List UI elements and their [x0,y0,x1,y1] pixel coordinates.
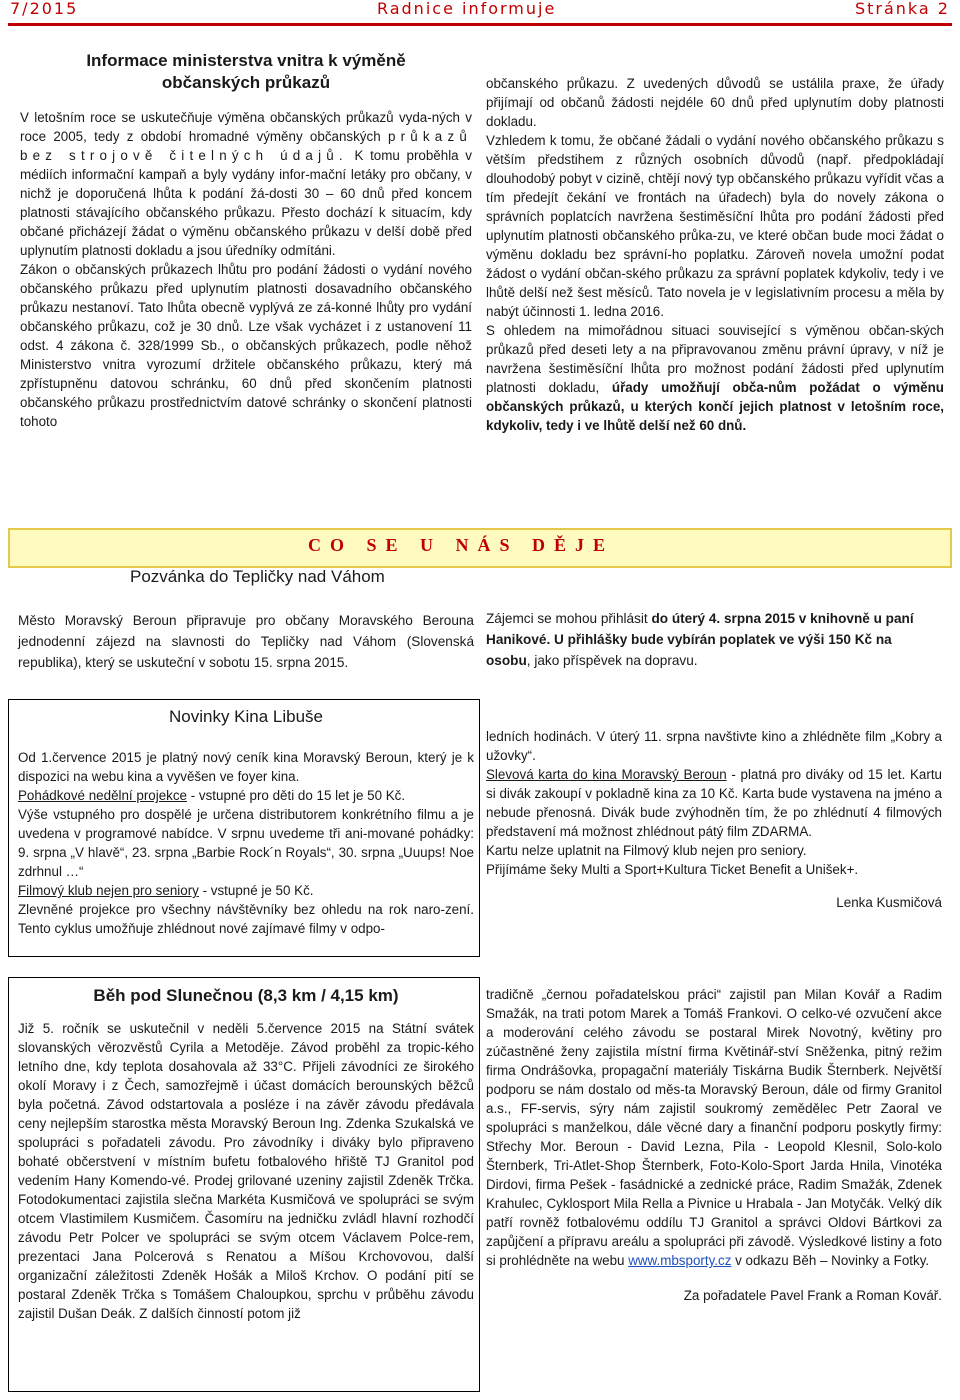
kino-p3: Výše vstupného pro dospělé je určena distributorem konkrétního filmu a je uvedena v programové nabídce. V srpnu uvedeme tři ani-mované pohádky: 9. srpna „V hlavě“, 23. srpna „Barbie Rock´n Royals“, 30. srpna „Uuups! Noe zdrhnul …“ [18,807,474,879]
mbsporty-link[interactable]: www.mbsporty.cz [628,1253,732,1268]
invite-title: Pozvánka do Tepličky nad Váhom [130,567,385,586]
issue-number: 7/2015 [10,0,79,18]
article-ministry-r3-bold: úřady umožňují obča-nům požádat o výměnu občanských průkazů, u kterých končí jejich platnost v letošním roce, kdykoliv, tedy i ve lhůtě delší než 60 dnů. [486,380,944,433]
article-ministry-p1 [20,108,472,260]
kino-r3: Kartu nelze uplatnit na Filmový klub nejen pro seniory. [486,843,807,858]
publication-name: Radnice informuje [376,0,557,18]
beh-left-text: Již 5. ročník se uskutečnil v neděli 5.července 2015 na Státní svátek slovanských věrozvěstů Cyrila a Metoděje. Závod proběhl za tropic-kého letního dne, kdy teplota dosahovala až 33°C. Přijeli závodníci ze širokého okolí Moravy i z Čech, samozřejmě i účast domácích berounských běžců byla početná. Závod odstartovala a posléze i na závěr závodu předávala ceny nejlepším starostka města Moravský Beroun Ing. Zdenka Szukalská ve spolupráci s pořadateli závodu. Pro závodníky i diváky bylo připraveno bohaté občerstvení v místním bufetu fotbalového hřiště TJ Granitol pod vedením Hany Komendo-vé. Prodej grilované uzeniny zajistil Zdeněk Trčka. Fotodokumentaci zajistila slečna Markéta Kusmičová ve spolupráci se svým otcem Vlastimilem Kusmičem. Časomíru na jedničku zvládl hlavní rozhodčí závodu Petr Polcer ve spolupráci se svým otcem Václavem Polce-rem, prezentaci Jana Polcerová s Renatou a Míšou Krchovovou, další organizační záležitosti Zdeněk Hošák a Miloš Krchov. O podání pití se postaral Zdeněk Trčka s Tomášem Chaloupkou, sprchu v průběhu závodu zajistil Dušan Deák. Z dalších činností potom již [18,1021,474,1321]
kino-p2 [18,786,474,805]
beh-right-b: v odkazu Běh – Novinky a Fotky. [731,1253,930,1268]
kino-right [486,727,942,912]
section-band-title: CO SE U NÁS DĚJE [308,535,615,555]
kino-p4 [18,881,474,900]
kino-r4: Přijímáme šeky Multi a Sport+Kultura Ticket Benefit a Unišek+. [486,862,859,877]
kino-r2-rest: - platná pro diváky od 15 let. Kartu si divák zakoupí v pokladně kina za 10 Kč. Karta bude vystavena na jméno a nebude přenosná. Divák bude zvýhodněn tím, že po zhlédnutí 4 filmových představení má možnost zhlédnout pátý film ZDARMA. [486,767,942,839]
article-ministry-left [20,50,472,431]
beh-title: Běh pod Slunečnou (8,3 km / 4,15 km) [93,986,399,1005]
kino-p2-rest: - vstupné pro děti do 15 let je 50 Kč. [187,788,406,803]
kino-r2-label: Slevová karta do kina Moravský Beroun [486,767,727,782]
invite-right [486,608,942,671]
page-number: Stránka 2 [854,0,950,18]
invite-right-bold: do úterý 4. srpna 2015 v knihovně u paní Hanikové. U přihlášky bude vybírán poplatek ve výši 150 Kč na osobu [486,611,914,668]
article-ministry-r3 [486,321,944,435]
beh-right-text [486,985,942,1270]
kino-left [18,706,474,938]
page-header [8,0,952,26]
beh-signature: Za pořadatele Pavel Frank a Roman Kovář. [683,1288,942,1303]
article-ministry-title-1: Informace ministerstva vnitra k výměně [86,51,406,70]
kino-p1: Od 1.července 2015 je platný nový ceník kina Moravský Beroun, který je k dispozici na webu kina a vyvěšen ve foyer kina. [18,750,474,784]
beh-right [486,985,942,1305]
invite-left [18,566,474,673]
article-ministry-title-2: občanských průkazů [161,73,331,92]
invite-right-text [486,608,942,671]
invite-right-a: Zájemci se mohou přihlásit [486,611,648,626]
article-ministry-p1-a: V letošním roce se uskutečňuje výměna občanských průkazů vyda-ných v roce 2005, tedy z období hromadné výměny občanských [20,110,472,144]
article-ministry-r3-a: S ohledem na mimořádnou situaci související s výměnou občan-ských průkazů před deseti lety a na připravovanou změnu právní úpravy, v níž je navržena šestiměsíční lhůta pro možnost podání žádosti před uplynutím platnosti dokladu, [486,323,944,395]
kino-p4-label: Filmový klub nejen pro seniory [18,883,199,898]
article-ministry-p2: Zákon o občanských průkazech lhůtu pro podání žádosti o vydání nového občanského průkazu před uplynutím platnosti dosavadního občanského průkazu nestanoví. Tato lhůta obecně vyplývá ze zá-konné lhůty pro vydání občanského průkazu, což je 30 dnů. Lze však vycházet i z ustanovení 11 odst. 4 zákona č. 328/1999 Sb., o občanských průkazech, podle něhož Ministerstvo vnitra vyrozumí držitele občanského průkazu, který má zpřístupněnu datovou schránku, 60 dnů před skončením platnosti občanského průkazu prostřednictvím datové schránky o skončení platnosti tohoto [20,262,472,429]
kino-r2 [486,765,942,841]
kino-p5: Zlevněné projekce pro všechny návštěvníky bez ohledu na rok naro-zení. Tento cyklus umožňuje zhlédnout nové zajímavé filmy v odpo- [18,902,474,936]
kino-r1: ledních hodinách. V úterý 11. srpna navštivte kino a zhlédněte film „Kobry a užovky“. [486,729,942,763]
invite-left-text: Město Moravský Beroun připravuje pro občany Moravského Berouna jednodenní zájezd na slavnosti do Tepličky nad Váhom (Slovenská republika), který se uskuteční v sobotu 15. srpna 2015. [18,613,474,670]
article-ministry-p1-b: K tomu proběhla v médiích informační kampaň a byly vydány infor-mační letáky pro občany, v nichž je doporučená lhůta k podání žá-dosti 30 – 60 dnů před koncem platnosti stávajícího občanského průkazu. Přesto dochází k situacím, kdy občané přicházejí žádat o výměnu občanského průkazu v delší době před uplynutím platnosti dokladu a jsou úředníky odmítáni. [20,148,472,258]
article-ministry-r2: Vzhledem k tomu, že občané žádali o vydání nového občanského průkazu s větším předstihem z různých osobních důvodů (např. předpokládají dlouhodobý pobyt v cizině, chtějí nový typ občanského průkazu vyřídit včas a tím předejít čekání ve frontách na úřadech) byla do novely zákona o správních poplatcích navržena šestiměsíční lhůta pro podání žádosti před uplynutím platnosti občanského průka-zu, ve které občan bude moci žádat o výměnu dokladu bez správní-ho poplatku. Zároveň novela umožní podat žádost o vydání občan-ského průkazu za správní poplatek kdykoliv, tedy i ve lhůtě delší než šest měsíců. Tato novela je v legislativním procesu a měla by nabýt účinnosti 1. ledna 2016. [486,133,944,319]
article-ministry-right [486,74,944,435]
beh-left [18,985,474,1323]
article-ministry-r1: občanského průkazu. Z uvedených důvodů se ustálila praxe, že úřady přijímají od občanů žádosti nejdéle 60 dnů před uplynutím doby platnosti dokladu. [486,76,944,129]
kino-p4-rest: - vstupné je 50 Kč. [198,883,314,898]
invite-right-c: , jako příspěvek na dopravu. [526,653,698,668]
beh-right-a: tradičně „černou pořadatelskou práci“ zajistil pan Milan Kovář a Radim Smažák, na trati potom Marek a Tomáš Frankovi. O celko-vé ozvučení akce a moderování celého závodu se postaral Mirek Novotný, květiny pro zúčastněné ženy zajistila místní firma Květinář-ství Sněženka, pitný režim firma Ondrášovka, propagační materiály Tiskárna Budik Šternberk. Největší podporu se nám dostalo od měs-ta Moravský Beroun, dále od firmy Granitol a.s., FF-servis, sýry nám zajistil soukromý zemědělec Petr Zaoral ve spolupráci s manželkou, dále věcné dary a finanční podporu poskytly firmy: Střechy Mor. Beroun - David Lezna, Pila - Leopold Klesnil, Solo-kolo Šternberk, Tri-Atlet-Shop Šternberk, Foto-Kolo-Sport Jarda Hnila, Vinotéka Dirdovi, firma Pešek - fasádnické a zednické práce, Radim Smažák, Zdenek Krahulec, Cyklosport Mila Rella a Pivnice u Hrabala - Jan Motyčák. Velký dík patří rovněž fotbalovému oddílu TJ Granitol a správci Oldovi Bártkovi za zapůjčení a přípravu areálu a spolupráci při závodě. Výsledkové listiny a foto si prohlédněte na webu [486,987,942,1268]
kino-p2-label: Pohádkové nedělní projekce [18,788,187,803]
article-ministry-p1-spaced: průkazů bez strojově čitelných údajů. [20,129,472,163]
kino-title: Novinky Kina Libuše [168,707,324,726]
kino-signature: Lenka Kusmičová [836,895,942,910]
